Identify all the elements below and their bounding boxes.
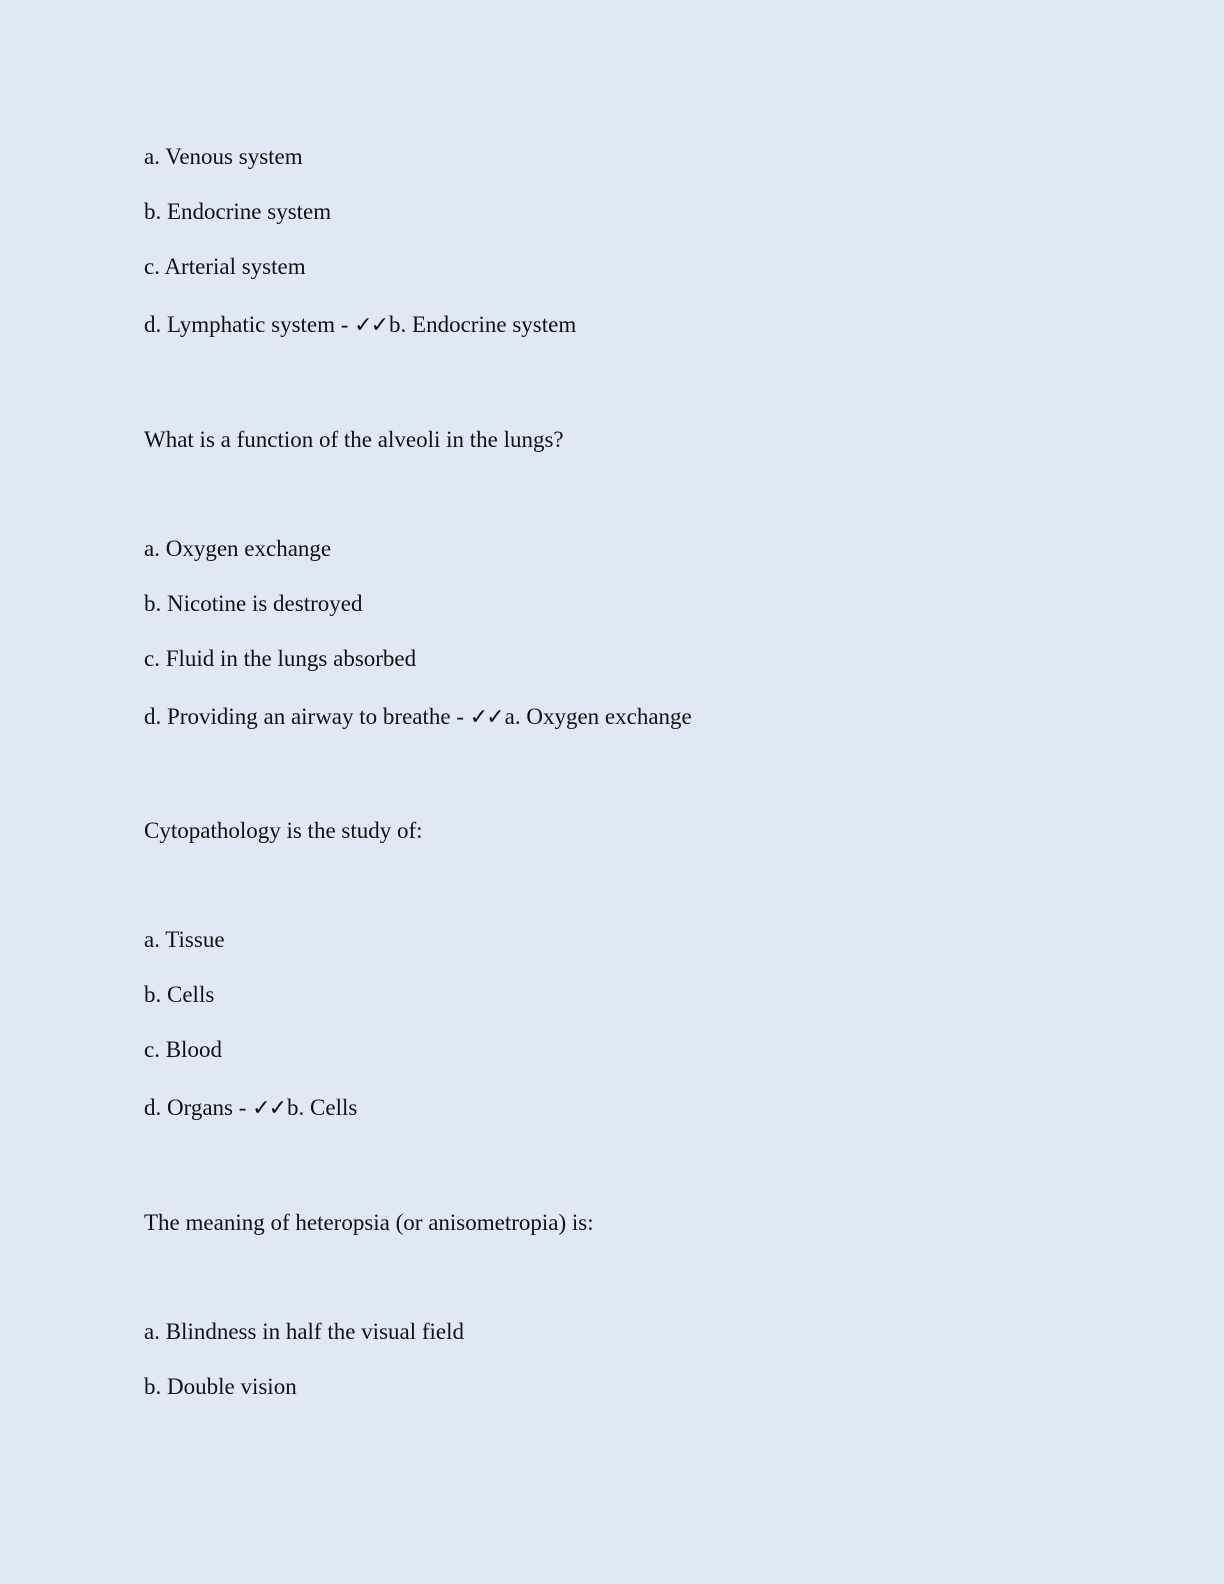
- q2-option-a: a. Oxygen exchange: [144, 536, 332, 561]
- q1-option-d: d. Lymphatic system -: [144, 312, 355, 337]
- q3-option-c: c. Blood: [144, 1037, 222, 1062]
- q2-option-d: d. Providing an airway to breathe -: [144, 704, 470, 729]
- q2-option-c: c. Fluid in the lungs absorbed: [144, 646, 417, 671]
- q4-question: The meaning of heteropsia (or anisometropia) is:: [144, 1210, 594, 1235]
- q1-answer: b. Endocrine system: [389, 312, 577, 337]
- q2-answer: a. Oxygen exchange: [504, 704, 692, 729]
- q4-option-b: b. Double vision: [144, 1374, 297, 1399]
- q2-option-b: b. Nicotine is destroyed: [144, 591, 363, 616]
- check-mark-icon: ✓✓: [354, 313, 388, 338]
- q3-question: Cytopathology is the study of:: [144, 818, 423, 843]
- q1-option-a: a. Venous system: [144, 144, 303, 169]
- q4-option-a: a. Blindness in half the visual field: [144, 1319, 465, 1344]
- q2-option-d-with-answer: [144, 703, 692, 732]
- q2-question: What is a function of the alveoli in the lungs?: [144, 427, 564, 452]
- q3-answer: b. Cells: [287, 1095, 358, 1120]
- q3-option-a: a. Tissue: [144, 927, 225, 952]
- q1-option-d-with-answer: [144, 311, 576, 340]
- q3-option-b: b. Cells: [144, 982, 215, 1007]
- check-mark-icon: ✓✓: [252, 1096, 286, 1121]
- q3-option-d: d. Organs -: [144, 1095, 253, 1120]
- q1-option-b: b. Endocrine system: [144, 199, 332, 224]
- check-mark-icon: ✓✓: [469, 705, 503, 730]
- q1-option-c: c. Arterial system: [144, 254, 306, 279]
- q3-option-d-with-answer: [144, 1094, 357, 1123]
